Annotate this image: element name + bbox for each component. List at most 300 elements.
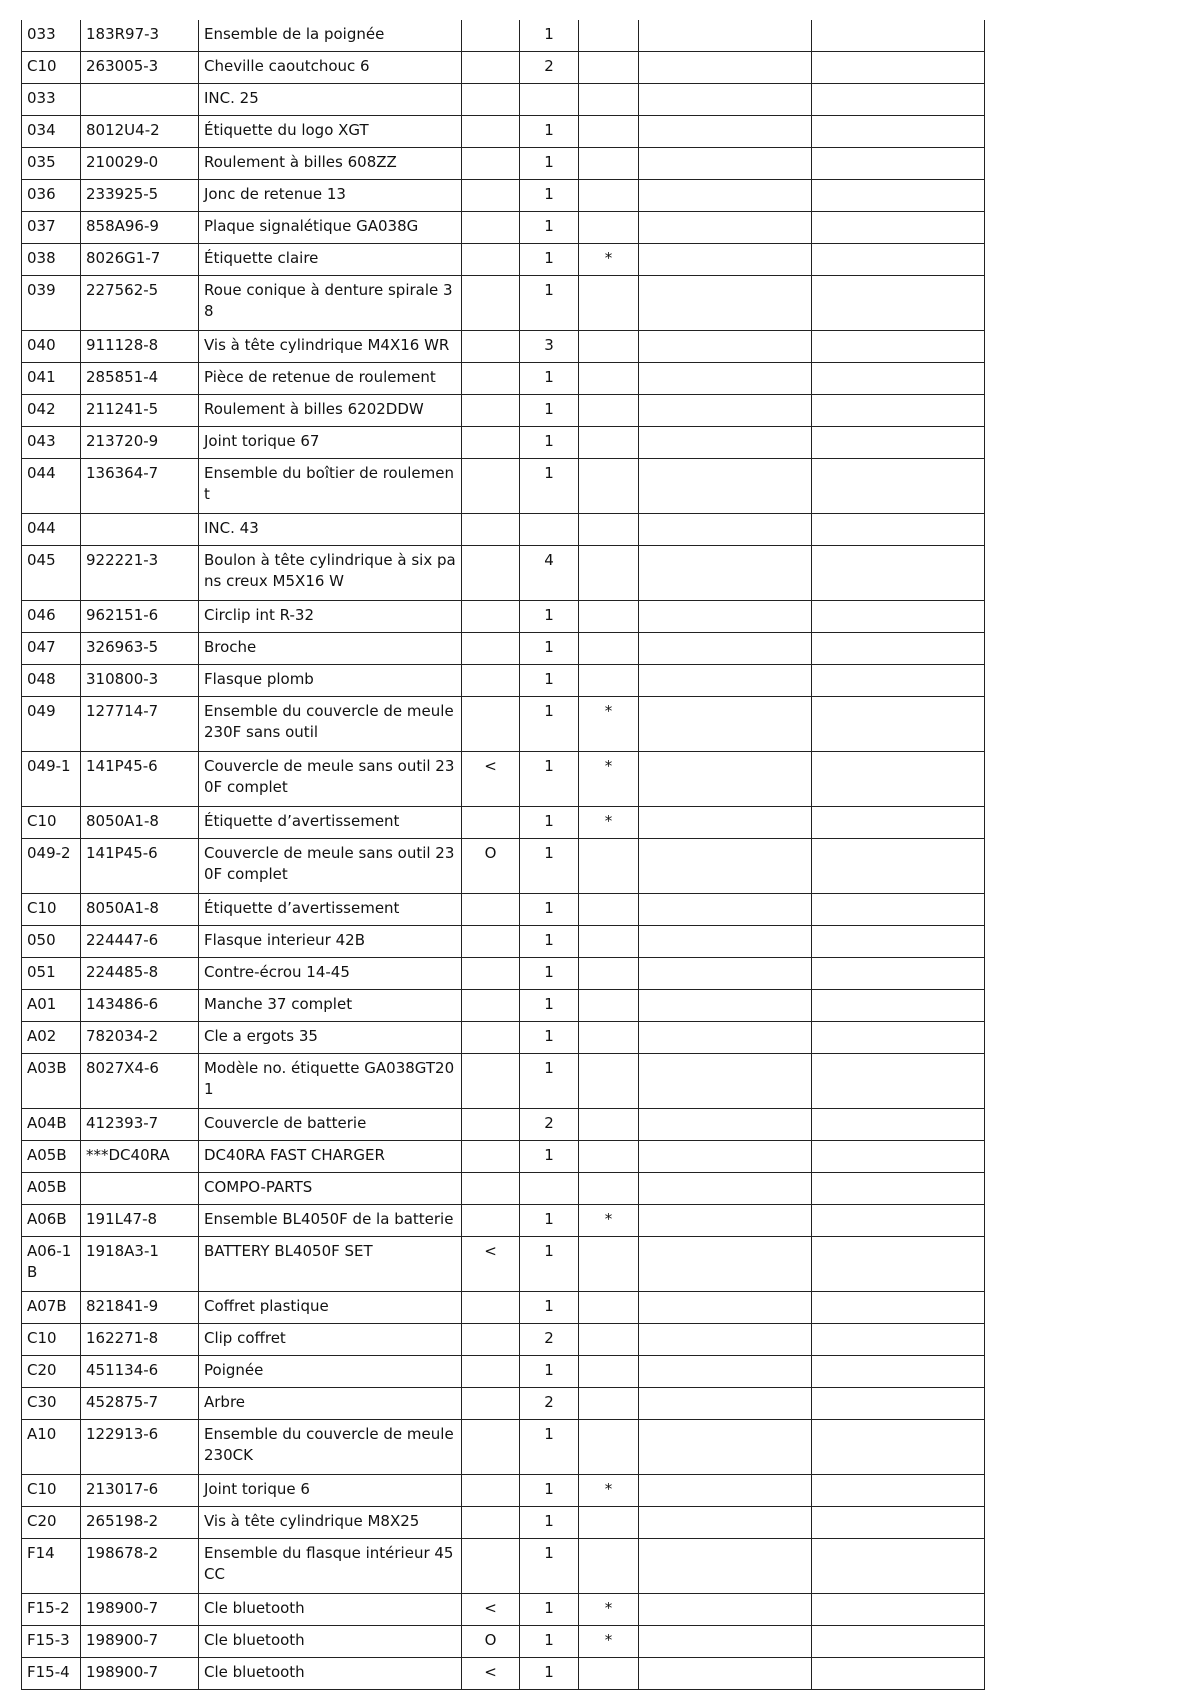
empty-cell	[812, 363, 985, 395]
table-row	[22, 1420, 985, 1475]
empty-cell	[812, 1626, 985, 1658]
table-row	[22, 1658, 985, 1690]
ref-cell: A01	[22, 990, 81, 1022]
note-cell	[579, 514, 639, 546]
quantity-cell: 1	[520, 1658, 579, 1690]
quantity-cell: 1	[520, 1420, 579, 1475]
table-row	[22, 958, 985, 990]
empty-cell	[812, 633, 985, 665]
empty-cell	[639, 697, 812, 752]
flag-cell	[462, 958, 520, 990]
ref-cell: F15-3	[22, 1626, 81, 1658]
part-number-cell: ***DC40RA	[81, 1141, 199, 1173]
empty-cell	[812, 926, 985, 958]
quantity-cell	[520, 514, 579, 546]
table-row	[22, 990, 985, 1022]
quantity-cell: 2	[520, 1324, 579, 1356]
note-cell	[579, 926, 639, 958]
ref-cell: 051	[22, 958, 81, 990]
description-cell: Couvercle de batterie	[199, 1109, 462, 1141]
table-row	[22, 1237, 985, 1292]
part-number-cell: 263005-3	[81, 52, 199, 84]
table-row	[22, 1292, 985, 1324]
quantity-cell	[520, 84, 579, 116]
empty-cell	[639, 1507, 812, 1539]
table-row	[22, 212, 985, 244]
empty-cell	[639, 1658, 812, 1690]
table-row	[22, 52, 985, 84]
empty-cell	[812, 244, 985, 276]
ref-cell: 044	[22, 514, 81, 546]
table-row	[22, 514, 985, 546]
empty-cell	[812, 1356, 985, 1388]
table-row	[22, 1475, 985, 1507]
ref-cell: 038	[22, 244, 81, 276]
description-cell: Boulon à tête cylindrique à six pans creux M5X16 W	[199, 546, 462, 601]
empty-cell	[812, 1054, 985, 1109]
part-number-cell: 8050A1-8	[81, 894, 199, 926]
note-cell	[579, 839, 639, 894]
empty-cell	[639, 395, 812, 427]
ref-cell: 049	[22, 697, 81, 752]
description-cell: Broche	[199, 633, 462, 665]
flag-cell: <	[462, 1237, 520, 1292]
flag-cell	[462, 990, 520, 1022]
empty-cell	[812, 1539, 985, 1594]
description-cell: Flasque plomb	[199, 665, 462, 697]
ref-cell: 045	[22, 546, 81, 601]
part-number-cell: 143486-6	[81, 990, 199, 1022]
note-cell	[579, 601, 639, 633]
quantity-cell: 1	[520, 752, 579, 807]
part-number-cell: 198900-7	[81, 1626, 199, 1658]
table-row	[22, 752, 985, 807]
description-cell: DC40RA FAST CHARGER	[199, 1141, 462, 1173]
note-cell: *	[579, 1475, 639, 1507]
part-number-cell: 213017-6	[81, 1475, 199, 1507]
part-number-cell: 310800-3	[81, 665, 199, 697]
note-cell	[579, 665, 639, 697]
empty-cell	[639, 1594, 812, 1626]
empty-cell	[812, 546, 985, 601]
part-number-cell: 213720-9	[81, 427, 199, 459]
empty-cell	[812, 601, 985, 633]
ref-cell: 047	[22, 633, 81, 665]
flag-cell	[462, 395, 520, 427]
empty-cell	[812, 20, 985, 52]
empty-cell	[639, 752, 812, 807]
ref-cell: C10	[22, 894, 81, 926]
quantity-cell: 1	[520, 1594, 579, 1626]
ref-cell: A07B	[22, 1292, 81, 1324]
part-number-cell: 191L47-8	[81, 1205, 199, 1237]
empty-cell	[812, 1173, 985, 1205]
table-row	[22, 395, 985, 427]
quantity-cell: 1	[520, 1054, 579, 1109]
description-cell: Clip coffret	[199, 1324, 462, 1356]
description-cell: Coffret plastique	[199, 1292, 462, 1324]
ref-cell: 046	[22, 601, 81, 633]
quantity-cell: 1	[520, 601, 579, 633]
empty-cell	[639, 148, 812, 180]
quantity-cell: 1	[520, 1626, 579, 1658]
empty-cell	[639, 331, 812, 363]
empty-cell	[812, 1109, 985, 1141]
quantity-cell: 1	[520, 990, 579, 1022]
flag-cell	[462, 601, 520, 633]
quantity-cell: 1	[520, 116, 579, 148]
empty-cell	[639, 1141, 812, 1173]
flag-cell	[462, 148, 520, 180]
table-row	[22, 1205, 985, 1237]
part-number-cell: 233925-5	[81, 180, 199, 212]
note-cell	[579, 1539, 639, 1594]
table-row	[22, 894, 985, 926]
ref-cell: 040	[22, 331, 81, 363]
table-row	[22, 1173, 985, 1205]
part-number-cell: 8012U4-2	[81, 116, 199, 148]
note-cell: *	[579, 697, 639, 752]
empty-cell	[639, 212, 812, 244]
note-cell	[579, 20, 639, 52]
quantity-cell: 1	[520, 1141, 579, 1173]
table-row	[22, 1141, 985, 1173]
empty-cell	[639, 1022, 812, 1054]
ref-cell: 049-1	[22, 752, 81, 807]
quantity-cell: 1	[520, 633, 579, 665]
quantity-cell: 2	[520, 1388, 579, 1420]
note-cell	[579, 1292, 639, 1324]
part-number-cell: 858A96-9	[81, 212, 199, 244]
flag-cell	[462, 894, 520, 926]
ref-cell: 049-2	[22, 839, 81, 894]
part-number-cell	[81, 514, 199, 546]
table-row	[22, 1507, 985, 1539]
description-cell: Cheville caoutchouc 6	[199, 52, 462, 84]
table-row	[22, 1626, 985, 1658]
empty-cell	[639, 1109, 812, 1141]
empty-cell	[639, 926, 812, 958]
table-row	[22, 427, 985, 459]
empty-cell	[812, 1507, 985, 1539]
part-number-cell: 224447-6	[81, 926, 199, 958]
part-number-cell: 198678-2	[81, 1539, 199, 1594]
description-cell: Vis à tête cylindrique M8X25	[199, 1507, 462, 1539]
empty-cell	[639, 363, 812, 395]
table-row	[22, 546, 985, 601]
ref-cell: C20	[22, 1507, 81, 1539]
flag-cell	[462, 633, 520, 665]
description-cell: Ensemble BL4050F de la batterie	[199, 1205, 462, 1237]
quantity-cell: 2	[520, 52, 579, 84]
empty-cell	[812, 1237, 985, 1292]
empty-cell	[812, 752, 985, 807]
empty-cell	[812, 990, 985, 1022]
table-row	[22, 1022, 985, 1054]
note-cell	[579, 1173, 639, 1205]
empty-cell	[812, 116, 985, 148]
flag-cell	[462, 84, 520, 116]
part-number-cell: 227562-5	[81, 276, 199, 331]
part-number-cell: 821841-9	[81, 1292, 199, 1324]
note-cell	[579, 276, 639, 331]
table-row	[22, 1324, 985, 1356]
ref-cell: 041	[22, 363, 81, 395]
empty-cell	[639, 1475, 812, 1507]
table-row	[22, 459, 985, 514]
description-cell: Manche 37 complet	[199, 990, 462, 1022]
empty-cell	[639, 601, 812, 633]
table-row	[22, 926, 985, 958]
note-cell	[579, 1324, 639, 1356]
quantity-cell: 3	[520, 331, 579, 363]
ref-cell: F14	[22, 1539, 81, 1594]
flag-cell	[462, 331, 520, 363]
empty-cell	[812, 459, 985, 514]
flag-cell	[462, 180, 520, 212]
description-cell: Cle bluetooth	[199, 1626, 462, 1658]
description-cell: Flasque interieur 42B	[199, 926, 462, 958]
empty-cell	[812, 180, 985, 212]
flag-cell	[462, 1356, 520, 1388]
description-cell: Vis à tête cylindrique M4X16 WR	[199, 331, 462, 363]
note-cell	[579, 331, 639, 363]
quantity-cell: 1	[520, 1022, 579, 1054]
ref-cell: 036	[22, 180, 81, 212]
part-number-cell: 285851-4	[81, 363, 199, 395]
part-number-cell: 962151-6	[81, 601, 199, 633]
table-row	[22, 116, 985, 148]
ref-cell: 033	[22, 20, 81, 52]
empty-cell	[639, 1054, 812, 1109]
flag-cell	[462, 427, 520, 459]
flag-cell	[462, 1420, 520, 1475]
quantity-cell: 1	[520, 1292, 579, 1324]
table-row	[22, 244, 985, 276]
empty-cell	[639, 180, 812, 212]
flag-cell	[462, 1475, 520, 1507]
table-row	[22, 665, 985, 697]
quantity-cell: 1	[520, 363, 579, 395]
table-row	[22, 276, 985, 331]
description-cell: Cle bluetooth	[199, 1658, 462, 1690]
description-cell: Plaque signalétique GA038G	[199, 212, 462, 244]
description-cell: Étiquette d’avertissement	[199, 894, 462, 926]
description-cell: Ensemble du flasque intérieur 45CC	[199, 1539, 462, 1594]
empty-cell	[812, 1420, 985, 1475]
quantity-cell: 1	[520, 20, 579, 52]
ref-cell: 050	[22, 926, 81, 958]
empty-cell	[812, 331, 985, 363]
note-cell	[579, 1022, 639, 1054]
ref-cell: 033	[22, 84, 81, 116]
note-cell	[579, 148, 639, 180]
table-row	[22, 1594, 985, 1626]
description-cell: Contre-écrou 14-45	[199, 958, 462, 990]
quantity-cell: 1	[520, 1507, 579, 1539]
part-number-cell: 326963-5	[81, 633, 199, 665]
ref-cell: C10	[22, 1475, 81, 1507]
note-cell	[579, 1420, 639, 1475]
quantity-cell: 1	[520, 427, 579, 459]
note-cell: *	[579, 1205, 639, 1237]
description-cell: Modèle no. étiquette GA038GT201	[199, 1054, 462, 1109]
table-row	[22, 697, 985, 752]
description-cell: Étiquette claire	[199, 244, 462, 276]
flag-cell	[462, 514, 520, 546]
ref-cell: 034	[22, 116, 81, 148]
empty-cell	[639, 1356, 812, 1388]
note-cell: *	[579, 1626, 639, 1658]
empty-cell	[812, 148, 985, 180]
part-number-cell: 911128-8	[81, 331, 199, 363]
part-number-cell	[81, 1173, 199, 1205]
flag-cell: <	[462, 1594, 520, 1626]
empty-cell	[812, 1141, 985, 1173]
flag-cell	[462, 926, 520, 958]
ref-cell: C30	[22, 1388, 81, 1420]
description-cell: Jonc de retenue 13	[199, 180, 462, 212]
note-cell	[579, 395, 639, 427]
flag-cell	[462, 1054, 520, 1109]
empty-cell	[812, 1205, 985, 1237]
table-row	[22, 1054, 985, 1109]
flag-cell	[462, 276, 520, 331]
part-number-cell: 412393-7	[81, 1109, 199, 1141]
empty-cell	[639, 1626, 812, 1658]
empty-cell	[812, 958, 985, 990]
flag-cell	[462, 116, 520, 148]
part-number-cell: 224485-8	[81, 958, 199, 990]
flag-cell	[462, 697, 520, 752]
empty-cell	[812, 52, 985, 84]
empty-cell	[812, 697, 985, 752]
note-cell	[579, 1658, 639, 1690]
part-number-cell: 8027X4-6	[81, 1054, 199, 1109]
empty-cell	[812, 212, 985, 244]
quantity-cell: 1	[520, 276, 579, 331]
part-number-cell: 127714-7	[81, 697, 199, 752]
description-cell: COMPO-PARTS	[199, 1173, 462, 1205]
description-cell: Roulement à billes 6202DDW	[199, 395, 462, 427]
part-number-cell: 162271-8	[81, 1324, 199, 1356]
flag-cell	[462, 212, 520, 244]
table-row	[22, 839, 985, 894]
flag-cell: O	[462, 1626, 520, 1658]
ref-cell: 035	[22, 148, 81, 180]
empty-cell	[639, 1539, 812, 1594]
ref-cell: A03B	[22, 1054, 81, 1109]
quantity-cell: 1	[520, 244, 579, 276]
ref-cell: C10	[22, 1324, 81, 1356]
quantity-cell: 1	[520, 395, 579, 427]
flag-cell	[462, 244, 520, 276]
description-cell: Circlip int R-32	[199, 601, 462, 633]
part-number-cell: 1918A3-1	[81, 1237, 199, 1292]
flag-cell	[462, 459, 520, 514]
empty-cell	[639, 84, 812, 116]
quantity-cell	[520, 1173, 579, 1205]
flag-cell	[462, 20, 520, 52]
description-cell: Cle bluetooth	[199, 1594, 462, 1626]
ref-cell: A02	[22, 1022, 81, 1054]
empty-cell	[812, 839, 985, 894]
quantity-cell: 1	[520, 212, 579, 244]
flag-cell: <	[462, 752, 520, 807]
quantity-cell: 1	[520, 839, 579, 894]
ref-cell: A04B	[22, 1109, 81, 1141]
empty-cell	[639, 1173, 812, 1205]
note-cell	[579, 180, 639, 212]
flag-cell: <	[462, 1658, 520, 1690]
empty-cell	[639, 633, 812, 665]
note-cell	[579, 1507, 639, 1539]
flag-cell	[462, 1324, 520, 1356]
table-row	[22, 363, 985, 395]
ref-cell: 042	[22, 395, 81, 427]
part-number-cell: 452875-7	[81, 1388, 199, 1420]
quantity-cell: 1	[520, 148, 579, 180]
empty-cell	[812, 1388, 985, 1420]
empty-cell	[639, 665, 812, 697]
note-cell	[579, 990, 639, 1022]
flag-cell	[462, 1109, 520, 1141]
part-number-cell: 265198-2	[81, 1507, 199, 1539]
quantity-cell: 1	[520, 894, 579, 926]
part-number-cell: 198900-7	[81, 1594, 199, 1626]
empty-cell	[639, 244, 812, 276]
quantity-cell: 1	[520, 926, 579, 958]
part-number-cell: 210029-0	[81, 148, 199, 180]
part-number-cell: 141P45-6	[81, 752, 199, 807]
note-cell	[579, 459, 639, 514]
part-number-cell: 922221-3	[81, 546, 199, 601]
part-number-cell: 8026G1-7	[81, 244, 199, 276]
quantity-cell: 1	[520, 180, 579, 212]
description-cell: INC. 25	[199, 84, 462, 116]
description-cell: Ensemble du boîtier de roulement	[199, 459, 462, 514]
quantity-cell: 4	[520, 546, 579, 601]
flag-cell	[462, 1022, 520, 1054]
empty-cell	[812, 1594, 985, 1626]
note-cell	[579, 1237, 639, 1292]
note-cell	[579, 1054, 639, 1109]
ref-cell: F15-4	[22, 1658, 81, 1690]
empty-cell	[812, 807, 985, 839]
table-row	[22, 1109, 985, 1141]
description-cell: Ensemble du couvercle de meule 230CK	[199, 1420, 462, 1475]
empty-cell	[639, 427, 812, 459]
ref-cell: A05B	[22, 1173, 81, 1205]
part-number-cell: 451134-6	[81, 1356, 199, 1388]
empty-cell	[639, 1420, 812, 1475]
ref-cell: 039	[22, 276, 81, 331]
note-cell: *	[579, 807, 639, 839]
empty-cell	[639, 276, 812, 331]
empty-cell	[812, 665, 985, 697]
flag-cell	[462, 1388, 520, 1420]
quantity-cell: 1	[520, 1539, 579, 1594]
description-cell: Joint torique 67	[199, 427, 462, 459]
description-cell: Ensemble du couvercle de meule 230F sans outil	[199, 697, 462, 752]
empty-cell	[639, 459, 812, 514]
table-row	[22, 180, 985, 212]
flag-cell	[462, 1205, 520, 1237]
empty-cell	[639, 958, 812, 990]
quantity-cell: 1	[520, 697, 579, 752]
flag-cell	[462, 1539, 520, 1594]
empty-cell	[639, 894, 812, 926]
